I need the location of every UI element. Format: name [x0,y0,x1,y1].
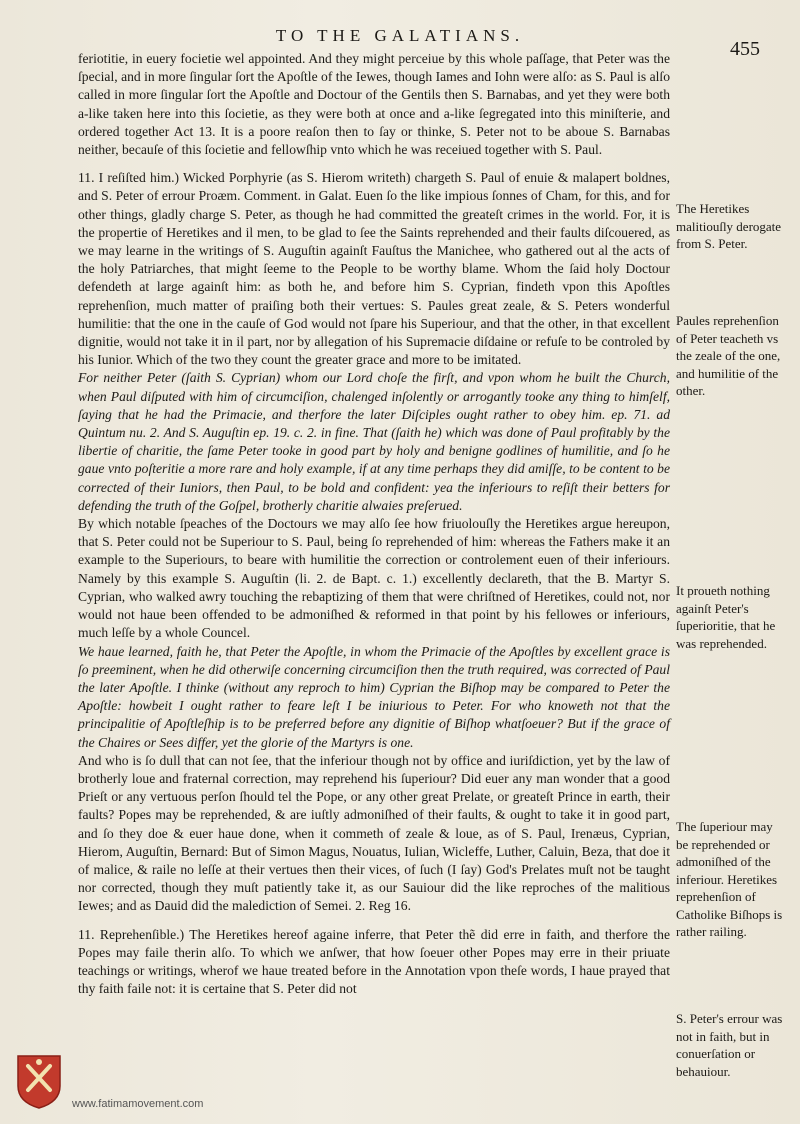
cyprian-quotation: For neither Peter (ſaith S. Cyprian) whom our Lord choſe the firſt, and vpon whom he built the Church, when Paul diſputed with him of circumciſion, chalenged inſolently or arrogantly tooke any thing to himſelf, ſaying that he had the Primacie, and therfore the later Diſciples ought rather to obey him. ep. 71. ad Quintum nu. 2. And S. Auguſtin ep. 19. c. 2. in fine. That (ſaith he) which was done of Paul profitably by the libertie of charitie, the ſame Peter tooke in good part by holy and benigne godlines of humilitie, and ſo he gaue vnto poſteritie a more rare and holy example, if at any time perhaps they did amiſſe, to be content to be corrected of their Iuniors, then Paul, to be bold and confident: yea the inferiours to reſiſt their betters for defending the truth of the Goſpel, brotherly charitie alwaies preſerued. [78,370,670,513]
footer-url: www.fatimamovement.com [72,1098,204,1110]
papal-seal-logo [14,1052,64,1110]
main-text-column [78,50,670,998]
paragraph-2: 11. I reſiſted him.) Wicked Porphyrie (as S. Hierom writeth) chargeth S. Paul of enuie & malapert boldnes, and S. Peter of errour Proæm. Comment. in Galat. Euen ſo the like impious ſonnes of Cham, for this, and for other things, gladly charge S. Peter, as though he had committed the greateſt crimes in the world. For, it is the propertie of Heretikes and il men, to be glad to ſee the Saints reprehended and their faults diſcouered, as we may learne in the writings of S. Auguſtin againſt Fauſtus the Manichee, who gathered out al the acts of the holy Patriarches, that might ſeeme to the People to be worthy blame. Whom the ſaid holy Doctour defendeth at large againſt him: as both he, and before him S. Cyprian, findeth vpon this Apoſtles reprehenſion, much matter of praiſing both their vertues: S. Paules great zeale, & S. Peters wonderful humilitie: that the one in the cauſe of God would not ſpare his Superiour, and that the other, in that excellent dignitie, would not take it in il part, nor by allegation of his Supremacie diſdaine or refuſe to be controled by his Iunior. Which of the two they count the greater grace and more to be imitated. [78,170,670,368]
paragraph-6: And who is ſo dull that can not ſee, that the inferiour though not by office and iuriſdiction, yet by the law of brotherly loue and fraternal correction, may reprehend his ſuperiour? Did euer any man wonder that a good Prieſt or any vertuous perſon ſhould tel the Pope, or any other great Prelate, or greateſt Prince in earth, their faults? Popes may be reprehended, & are iuſtly admoniſhed of their faults, & ought to take it in good part, and ſo they doe & euer haue done, when it commeth of zeale & loue, as of S. Paul, Irenæus, Cyprian, Hierom, Auguſtin, Bernard: But of Simon Magus, Nouatus, Iulian, Wicleffe, Luther, Caluin, Beza, that doe it of malice, & raile no leſſe at their vertues then their vices, of ſuch (I ſay) God's Prelates muſt not be taught nor corrected, though they muſt patiently take it, as our Sauiour did the like reproches of the malitious Iewes; and as Dauid did the malediction of Semei. 2. Reg 16. [78,752,670,914]
augustin-quotation: We haue learned, faith he, that Peter the Apoſtle, in whom the Primacie of the Apoſtles by excellent grace is ſo preeminent, when he did otherwiſe concerning circumciſion then the truth required, was corrected of Paul the later Apoſtle. I thinke (without any reproch to him) Cyprian the Biſhop may be compared to Peter the Apoſtle: howbeit I ought rather to feare leſt I be iniurious to Peter. For who knoweth not that the principalitie of Apoſtleſhip is to be preferred before any dignitie of Biſhop whatſoeuer? But if the grace of the Chaires or Sees differ, yet the glorie of the Martyrs is one. [78,643,670,750]
paragraph-1: feriotitie, in euery focietie wel appointed. And they might perceiue by this whole paſſage, that Peter was the ſpecial, and in more ſingular ſort the Apoſtle of the Iewes, though Iames and Iohn were alſo: as S. Paul is alſo called in more ſingular ſort the Apoſtle and Doctour of the Gentils then S. Barnabas, and yet they were both a-like taken here into this ſocietie, as they were both at once and a-like ſegregated into this miniſterie, and ordered together Act 13. It is a poore reaſon then to ſay or thinke, S. Peter not to be aboue S. Barnabas neither, becauſe of this ſocietie and fellowſhip vnto which he was receiued together with S. Paul. [78,51,670,158]
margin-note-1: The Heretikes malitiouſly derogate from S. Peter. [676,201,782,251]
paragraph-4: By which notable ſpeaches of the Doctours we may alſo ſee how friuolouſly the Heretikes argue hereupon, that S. Peter could not be Superiour to S. Paul, being ſo reprehended of him: whereas the Fathers make it an example to the Superiours, to beare with humilitie the correction or controlement euen of their inferiours. Namely by this example S. Auguſtin (li. 2. de Bapt. c. 1.) excellently declareth, that the B. Martyr S. Cyprian, who walked awry touching the rebaptizing of them that were chriſtned of Heretikes, could not, nor would not haue been offended to be admoniſhed & reformed in that point by his fellowes or inferiours, much leſſe by a whole Councel. [78,516,670,641]
page-number: 455 [730,38,760,60]
paragraph-7: 11. Reprehenſible.) The Heretikes hereof againe inferre, that Peter thẽ did erre in faith, and therfore the Popes may faile therin alſo. To which we anſwer, that how ſoeuer other Popes may erre in their priuate teachings or writings, wherof we haue treated before in the Annotation vpon theſe words, I haue prayed that thy faith faile not: it is certaine that S. Peter did not [78,926,670,997]
margin-note-4: The ſuperiour may be reprehended or admoniſhed of the inferiour. Heretikes reprehenſion of Catholike Biſhops is rather railing. [676,819,783,939]
margin-note-5: S. Peter's errour was not in faith, but in conuerſation or behauiour. [676,1011,783,1079]
running-title: TO THE GALATIANS. [275,26,525,45]
margin-note-2: Paules reprehenſion of Peter teacheth vs the zeale of the one, and humilitie of the other. [676,313,781,398]
margin-note-3: It proueth nothing againſt Peter's ſuperioritie, that he was reprehended. [676,583,776,651]
